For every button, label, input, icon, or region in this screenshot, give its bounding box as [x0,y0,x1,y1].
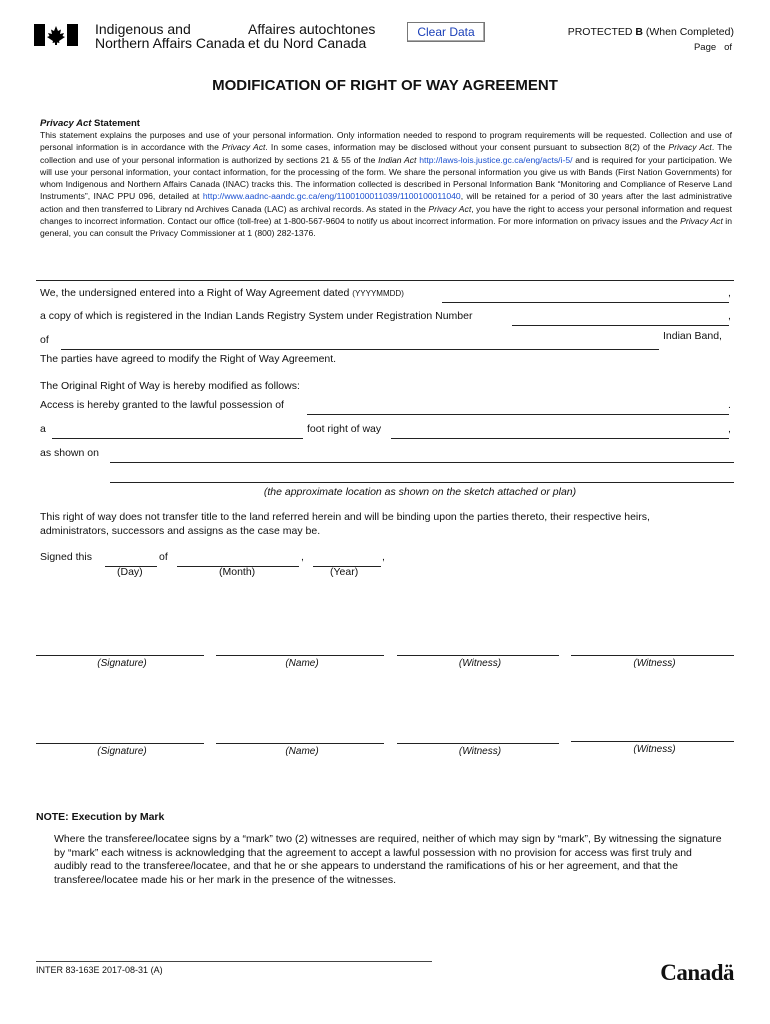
privacy-statement: This statement explains the purposes and use of your personal information. Only information needed to respond to program requirements will be requested. Collection and use of personal information is in accordance with the Privacy Act. In some cases, information may be disclosed without your consent pursuant to subsection 8(2) of the Privacy Act. The collection and use of your personal information is authorized by sections 21 & 55 of the Indian Act http://laws-lois.justice.gc.ca/eng/acts/i-5/ and is required for your participation. We will use your personal information, your contact information, for the processing of the form. We share the personal information you give us with Bands (First Nation Governments) for whom Indigenous and Northern Affairs Canada (INAC) tracks this. The information collected is described in Personal Information Bank “Monitoring and Compliance of Reserve Land Instruments”, INAC PPU 096, detailed at http://www.aadnc-aandc.gc.ca/eng/1100100011039/1100100011040, will be retained for a period of 30 years after the last administrative action and then transferred to Library nd Archives Canada (LAC) as archival records. As stated in the Privacy Act, you have the right to access your personal information and request changes to incorrect information. Contact our office (toll-free) at 1-800-567-9604 to notify us about incorrect information. For more information on privacy issues and the Privacy Act in general, you can consult the Privacy Commissioner at 1 (800) 282-1376. [40,130,733,239]
signature-line-2[interactable] [36,743,204,744]
protected-prefix: PROTECTED [567,26,636,38]
shown-on-field-1[interactable] [110,448,734,463]
protected-status [568,26,734,38]
registration-label: a copy of which is registered in the Indian Lands Registry System under Registration Number [40,310,473,322]
comma-1: , [728,287,731,299]
signature-caption-1: (Signature) [97,658,147,669]
name-caption-1: (Name) [285,658,319,669]
signed-this-label: Signed this [40,551,92,563]
section-divider [36,280,734,281]
dept-fr-line2: et du Nord Canada [248,35,367,51]
name-caption-2: (Name) [285,746,319,757]
form-title: MODIFICATION OF RIGHT OF WAY AGREEMENT [212,77,558,94]
clear-data-button[interactable]: Clear Data [407,22,485,42]
year-caption: (Year) [330,566,359,578]
possession-field[interactable] [307,400,729,415]
foot-width-field[interactable] [52,424,303,439]
possession-label: Access is hereby granted to the lawful possession of [40,399,284,411]
witness-caption-2a: (Witness) [458,746,502,757]
signature-caption-2: (Signature) [97,746,147,757]
witness-caption-1b: (Witness) [633,658,676,669]
privacy-heading [40,118,140,129]
witness-line-1a[interactable] [397,655,559,656]
indian-band-label: Indian Band, [663,330,722,342]
dept-en-line1: Indigenous and [95,21,191,37]
comma-2: , [728,310,731,322]
of-label: of [40,334,49,346]
period-1: . [728,399,731,411]
privacy-heading-rest: Statement [91,118,140,129]
band-name-field[interactable] [61,335,659,350]
government-flag-icon [34,24,78,46]
protected-suffix: (When Completed) [642,26,734,38]
canada-wordmark: Canadä [660,960,734,985]
page-number: Page of [693,42,732,53]
signature-line-1[interactable] [36,655,204,656]
witness-line-2a[interactable] [397,743,559,744]
comma-3: , [728,423,731,435]
form-number: INTER 83-163E 2017-08-31 (A) [36,965,163,975]
dept-fr-line1: Affaires autochtones [248,21,376,37]
transfer-statement: This right of way does not transfer title to the land referred herein and will be binding upon the parties thereto, their respective heirs, administrators, successors and assigns as the case may be. [40,511,650,537]
signed-of-label: of [159,551,168,563]
registration-number-field[interactable] [512,311,729,326]
department-name-french [248,22,375,50]
protected-level: B [635,26,643,38]
month-caption: (Month) [219,566,256,578]
modified-as-follows-text: The Original Right of Way is hereby modified as follows: [40,380,300,392]
footer-rule [36,961,432,962]
agreement-date-field[interactable] [442,288,729,303]
parties-agreed-text: The parties have agreed to modify the Right of Way Agreement. [40,353,337,365]
signed-year-field[interactable] [313,552,381,567]
note-body: Where the transferee/locatee signs by a “mark” two (2) witnesses are required, neither of which may sign by “mark”, By witnessing the signature by “mark” each witness is acknowledging that the agreement to accept a lawful possession with no provision for access was first truly and audibly read to the transferee/locatee, and that he or she appears to understand the ramifications of his or her agreement, and that the transferee/locatee made his or her mark in the presence of the witnesses. [54,833,722,886]
indian-act-link[interactable]: http://laws-lois.justice.gc.ca/eng/acts/i-5/ [419,154,573,165]
comma-5: , [382,551,385,563]
witness-line-1b[interactable] [571,655,734,656]
sketch-caption: (the approximate location as shown on the sketch attached or plan) [263,486,577,498]
a-label: a [40,423,46,435]
signed-month-field[interactable] [177,552,299,567]
witness-caption-2b: (Witness) [633,744,676,755]
as-shown-on-label: as shown on [40,447,99,459]
witness-caption-1a: (Witness) [458,658,502,669]
name-line-1[interactable] [216,655,384,656]
department-name-english [95,22,245,50]
dept-en-line2: Northern Affairs Canada [95,35,245,51]
privacy-heading-act: Privacy Act [40,118,92,129]
info-bank-link[interactable]: http://www.aadnc-aandc.gc.ca/eng/1100100011039/1100100011040 [202,191,461,202]
name-line-2[interactable] [216,743,384,744]
signed-day-field[interactable] [105,552,157,567]
agreement-date-label: We, the undersigned entered into a Right of Way Agreement dated (YYYYMMDD) [40,287,404,299]
witness-line-2b[interactable] [571,741,734,742]
right-of-way-field[interactable] [391,424,729,439]
day-caption: (Day) [117,566,143,578]
comma-4: , [301,551,304,563]
shown-on-field-2[interactable] [110,468,734,483]
note-heading: NOTE: Execution by Mark [36,811,165,823]
foot-right-of-way-label: foot right of way [307,423,382,435]
